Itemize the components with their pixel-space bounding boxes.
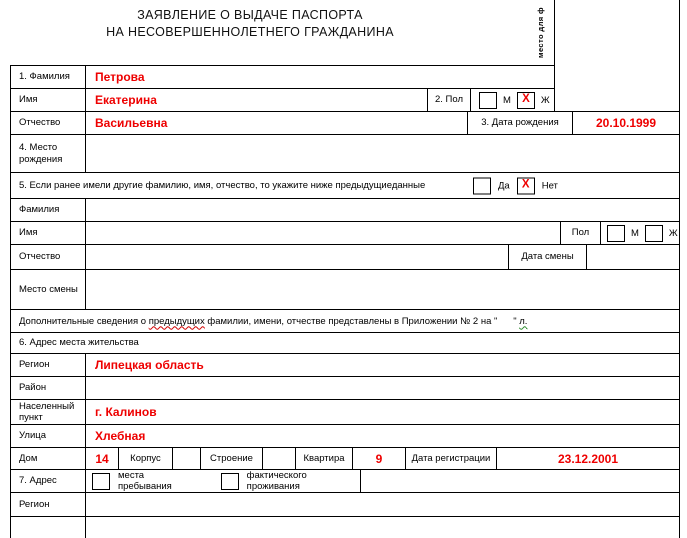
row-birth-place <box>11 135 680 173</box>
previous-sex-male-label: М <box>631 227 639 239</box>
cutoff-field-cell[interactable] <box>86 517 680 538</box>
previous-data-no-checkbox[interactable] <box>517 177 535 194</box>
stay-address-label: места пребывания <box>118 470 172 492</box>
additional-info-sheets: л. <box>519 315 528 327</box>
sex-female-label: Ж <box>540 94 550 106</box>
photo-area-vertical-label: место для ф <box>536 7 545 58</box>
birth-place-label: 4. Место рождения <box>11 135 86 172</box>
application-form-table <box>10 65 681 538</box>
row-previous-patronymic <box>11 245 680 270</box>
registration-date-label: Дата регистрации <box>406 448 497 469</box>
previous-sex-female-label: Ж <box>668 227 678 239</box>
building-label: Корпус <box>119 448 173 469</box>
additional-info-text <box>11 316 527 327</box>
street-label: Улица <box>11 425 86 447</box>
secondary-address-label: 7. Адрес <box>11 470 86 492</box>
given-name-label: Имя <box>11 89 86 111</box>
row-patronymic <box>11 112 680 135</box>
row-settlement <box>11 400 680 425</box>
apartment-field[interactable]: 9 <box>353 448 406 469</box>
previous-patronymic-label: Отчество <box>11 245 86 269</box>
row-previous-given-name <box>11 222 680 245</box>
sex-male-checkbox[interactable] <box>479 92 497 109</box>
secondary-address-type-cell <box>86 470 361 492</box>
row-street <box>11 425 680 448</box>
actual-address-checkbox[interactable] <box>221 473 239 490</box>
secondary-region-label: Регион <box>11 493 86 516</box>
row-district <box>11 377 680 400</box>
previous-surname-field[interactable] <box>86 199 680 221</box>
previous-data-question-text: 5. Если ранее имели другие фамилию, имя, отчество, то укажите ниже предыдущиеданные <box>19 180 426 191</box>
sex-label: 2. Пол <box>428 89 471 111</box>
previous-surname-label: Фамилия <box>11 199 86 221</box>
previous-patronymic-field[interactable] <box>86 245 509 269</box>
row-secondary-region <box>11 493 680 517</box>
row-region <box>11 354 680 377</box>
birth-date-field[interactable]: 20.10.1999 <box>573 112 680 134</box>
change-date-label: Дата смены <box>509 245 587 269</box>
district-label: Район <box>11 377 86 399</box>
sex-choice-group <box>471 92 550 109</box>
patronymic-label: Отчество <box>11 112 86 134</box>
previous-data-no-check-mark: X <box>521 178 530 191</box>
surname-field[interactable]: Петрова <box>86 66 555 88</box>
row-cutoff-partial <box>11 517 680 538</box>
registration-date-field[interactable]: 23.12.2001 <box>497 448 680 469</box>
region-label: Регион <box>11 354 86 376</box>
region-field[interactable]: Липецкая область <box>86 354 680 376</box>
previous-data-no-label: Нет <box>541 180 558 191</box>
stay-address-checkbox[interactable] <box>92 473 110 490</box>
actual-address-label: фактического проживания <box>246 470 307 492</box>
row-secondary-address <box>11 470 680 493</box>
house-field[interactable]: 14 <box>86 448 119 469</box>
apartment-label: Квартира <box>296 448 353 469</box>
cutoff-label-cell <box>11 517 86 538</box>
house-label: Дом <box>11 448 86 469</box>
residence-section-label: 6. Адрес места жительства <box>11 333 680 353</box>
row-residence-section-header <box>11 333 680 354</box>
change-place-label: Место смены <box>11 270 86 309</box>
row-house <box>11 448 680 470</box>
additional-info-prefix: Дополнительные сведения о <box>19 315 149 327</box>
previous-data-yes-label: Да <box>498 180 510 191</box>
given-name-field[interactable]: Екатерина <box>86 89 428 111</box>
change-place-field[interactable] <box>86 270 680 309</box>
page-title-line2: НА НЕСОВЕРШЕННОЛЕТНЕГО ГРАЖДАНИНА <box>106 24 394 39</box>
structure-label: Строение <box>201 448 263 469</box>
sex-male-label: М <box>503 94 511 106</box>
patronymic-field[interactable]: Васильевна <box>86 112 468 134</box>
row-previous-data-question <box>11 173 680 199</box>
settlement-field[interactable]: г. Калинов <box>86 400 680 424</box>
previous-data-yes-checkbox[interactable] <box>473 177 491 194</box>
previous-data-yes-no-group <box>473 177 558 194</box>
sex-female-checkbox[interactable] <box>517 92 535 109</box>
district-field[interactable] <box>86 377 680 399</box>
sex-choice-cell <box>471 89 555 111</box>
birth-place-field[interactable] <box>86 135 680 172</box>
row-surname <box>11 65 555 89</box>
previous-sex-female-checkbox[interactable] <box>645 225 663 242</box>
surname-label: 1. Фамилия <box>11 66 86 88</box>
additional-info-cell <box>11 310 680 332</box>
secondary-region-field[interactable] <box>86 493 680 516</box>
row-given-name <box>11 89 555 112</box>
building-field[interactable] <box>173 448 201 469</box>
page-title-line1: ЗАЯВЛЕНИЕ О ВЫДАЧЕ ПАСПОРТА <box>137 8 363 22</box>
sex-female-check-mark: X <box>522 93 530 106</box>
row-previous-surname <box>11 199 680 222</box>
structure-field[interactable] <box>263 448 296 469</box>
additional-info-misspelled-word: предыдущих <box>148 315 205 327</box>
row-additional-info <box>11 310 680 333</box>
change-date-field[interactable] <box>587 245 680 269</box>
previous-sex-choice-group <box>601 225 678 242</box>
previous-sex-choice-cell <box>601 222 680 244</box>
previous-sex-label: Пол <box>561 222 601 244</box>
previous-given-name-label: Имя <box>11 222 86 244</box>
secondary-address-extra-cell <box>361 470 680 492</box>
row-change-place <box>11 270 680 310</box>
previous-data-question-cell <box>11 173 680 198</box>
page-title <box>10 7 490 40</box>
settlement-label: Населенный пункт <box>11 400 86 424</box>
street-field[interactable]: Хлебная <box>86 425 680 447</box>
additional-info-middle: фамилии, имени, отчестве представлены в Приложении № 2 на " " <box>204 315 520 327</box>
birth-date-label: 3. Дата рождения <box>468 112 573 134</box>
previous-sex-male-checkbox[interactable] <box>607 225 625 242</box>
previous-given-name-field[interactable] <box>86 222 561 244</box>
secondary-address-type-group <box>86 470 360 492</box>
